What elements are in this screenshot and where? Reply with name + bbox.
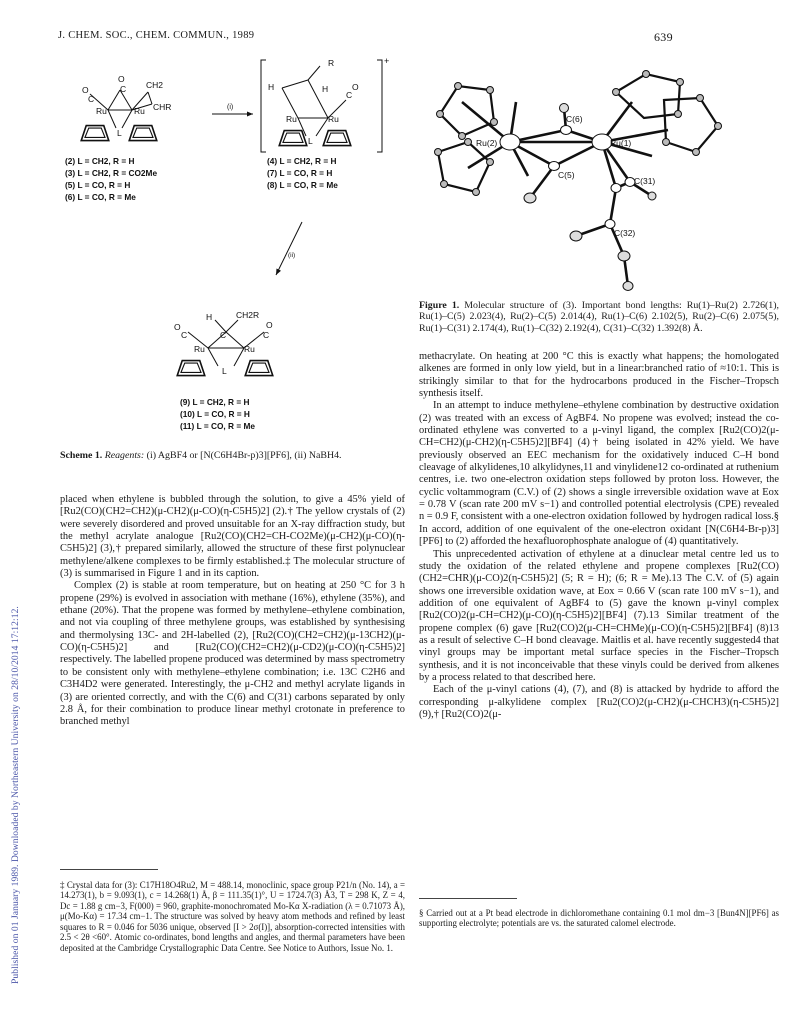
atom-label: C — [181, 330, 188, 340]
reagent-label: (i) — [227, 104, 234, 111]
atom-label: Ru — [194, 344, 205, 354]
scheme-caption — [60, 450, 405, 461]
scheme-caption-text: (i) AgBF4 or [N(C6H4Br-p)3][PF6], (ii) NaBH4. — [144, 450, 342, 461]
paragraph: placed when ethylene is bubbled through the solution, to give a 45% yield of [Ru2(CO)(CH2=CH2)(μ-CH2)(μ-CO)(η-C5H5)2] (2).† The yellow crystals of (2) were severely disordered and proved unsuitable for an X-ray diffraction study, but the methyl acrylate analogue [Ru2(CO)(CH2=CH-CO2Me)(μ-CH2)(μ-CO)(η-C5H5)2] (3),† prepared similarly, allowed the structure of these first polynuclear methylene/alkene complexes to be firmly established.‡ The molecular structure of (3) is summarised in Figure 1 and in its caption. — [60, 494, 405, 580]
footnote-electrode — [419, 908, 779, 929]
svg-text:(4) L = CH2, R = H: (4) L = CH2, R = H — [267, 156, 337, 166]
atom-label: Ru — [96, 106, 107, 116]
atom-label: H — [206, 312, 213, 322]
reaction-arrow-i — [212, 104, 253, 117]
label-c32: C(32) — [614, 228, 636, 238]
atom-label: O — [82, 85, 89, 95]
atom-label: H — [322, 84, 329, 94]
atom-label: H — [268, 82, 275, 92]
page-number: 639 — [654, 30, 673, 44]
svg-text:(9) L = CH2, R = H: (9) L = CH2, R = H — [180, 397, 250, 407]
footnote-rule — [60, 869, 158, 870]
atom-label: C — [88, 94, 95, 104]
right-column-text — [419, 351, 779, 721]
atom-label: C — [263, 330, 270, 340]
download-notice — [3, 42, 21, 984]
structure-4-7-8 — [261, 60, 382, 152]
atom-label: O — [118, 74, 125, 84]
atom-label: Ru — [328, 114, 339, 124]
atom-label: C — [346, 90, 353, 100]
atom-label: L — [308, 136, 313, 146]
footnote-rule — [419, 898, 517, 899]
reaction-arrow-ii — [276, 222, 302, 275]
figure-caption — [419, 300, 779, 334]
svg-text:(11) L = CO, R = Me: (11) L = CO, R = Me — [180, 421, 256, 431]
label-c5: C(5) — [558, 170, 575, 180]
svg-text:(5) L = CO, R = H: (5) L = CO, R = H — [65, 180, 131, 190]
atom-label: C — [120, 84, 127, 94]
scheme-caption-lead: Scheme 1. — [60, 450, 103, 461]
atom-label: Ru — [286, 114, 297, 124]
paragraph: methacrylate. On heating at 200 °C this is exactly what happens; the homologated alkenes are formed in only low yield, but in a linear:branched ratio of ≈10:1. This is strikingly similar to that for the hydrocarbons produced in the Fischer–Tropsch synthesis itself. — [419, 351, 779, 400]
atom-label: CH2R — [236, 310, 260, 320]
charge-label: + — [384, 56, 390, 66]
atom-label: CH2 — [146, 80, 164, 90]
label-c6: C(6) — [566, 114, 583, 124]
paragraph: In an attempt to induce methylene–ethylene combination by destructive oxidation (2) was treated with an excess of AgBF4. No propene was evolved; instead the co-ordinated ethylene was converted to a μ-vinyl ligand, the complex [Ru2(CO)2(μ-CH=CH2)(μ-CH2)(η-C5H5)2][BF4] (4)† being isolated in 42% yield. We have previously observed an EEC mechanism for the oxidatively induced C–H bond cleavage of alkylidenes,10 alkylidynes,11 and vinylidene12 co-ordinated at ruthenium centres, i.e. two one-electron oxidation steps followed by proton loss. However, the cyclic voltammogram (C.V.) of (2) shows a single irreversible oxidation wave at Eox = 0.78 V (scan rate 200 mV s−1) and controlled potential electrolysis (CPE) revealed n = 0.9 F, consistent with a one-electron oxidation followed by hydrogen radical loss.§ In accord, addition of one equivalent of the one-electron oxidant [N(C6H4-Br-p)3][PF6] to (2) afforded the hexafluorophosphate analogue of (4) quantitatively. — [419, 400, 779, 548]
figure-1-ortep — [418, 56, 780, 298]
scheme-caption-reagents: Reagents: — [104, 450, 145, 461]
compound-labels-left — [65, 156, 157, 202]
left-column-text — [60, 494, 405, 729]
atom-label: L — [222, 366, 227, 376]
atom-label: Ru — [134, 106, 145, 116]
label-c31: C(31) — [634, 176, 656, 186]
footnote-crystal-data — [60, 880, 405, 953]
atom-label: C — [220, 330, 227, 340]
svg-text:(7) L = CO, R = H: (7) L = CO, R = H — [267, 168, 333, 178]
atom-label: O — [352, 82, 359, 92]
svg-text:(6) L = CO, R = Me: (6) L = CO, R = Me — [65, 192, 136, 202]
svg-text:(10) L = CO, R = H: (10) L = CO, R = H — [180, 409, 250, 419]
scheme-1-diagram — [60, 52, 405, 447]
running-head: J. CHEM. SOC., CHEM. COMMUN., 1989 — [58, 30, 255, 41]
svg-text:(3) L = CH2, R = CO2Me: (3) L = CH2, R = CO2Me — [65, 168, 158, 178]
compound-labels-right — [267, 156, 338, 190]
paragraph: This unprecedented activation of ethylene at a dinuclear metal centre led us to study the oxidation of the related ethylene and propene complexes [Ru2(CO)(CH2=CHR)(μ-CO)2(η-C5H5)2] (5; R = H); (6; R = Me).13 The C.V. of (5) again shows one irreversible oxidation wave, at Eox = 0.66 V (scan rate 100 mV s−1), and addition of one equivalent of AgBF4 to (5) gave the known μ-vinyl complex [Ru2(CO)2(μ-CH=CH2)(μ-CO)(η-C5H5)2][BF4] (7).13 Similar treatment of the propene complex (6) gave [Ru2(CO)2(μ-CH=CHMe)(μ-CO)(η-C5H5)2][BF4] (8)13 as a result of selective C–H bond cleavage. Maitlis et al. have recently suggested4 that vinyl groups may be important metal surface species in the Fischer–Tropsch synthesis, and it is not inconceivable that these vinyls could be derived from alkenes by a process related to that described here. — [419, 548, 779, 683]
footnote: § Carried out at a Pt bead electrode in dichloromethane containing 0.1 mol dm−3 [Bun4N][PF6] as supporting electrolyte; potentials are vs. the saturated calomel electrode. — [419, 908, 779, 929]
atom-label: R — [328, 58, 335, 68]
label-ru2: Ru(2) — [476, 138, 498, 148]
figure-caption-lead: Figure 1. — [419, 300, 460, 311]
svg-text:(8) L = CO, R = Me: (8) L = CO, R = Me — [267, 180, 338, 190]
atom-label: O — [174, 322, 181, 332]
compound-labels-bottom — [180, 397, 255, 431]
atom-label: L — [117, 128, 122, 138]
footnote: ‡ Crystal data for (3): C17H18O4Ru2, M = 488.14, monoclinic, space group P21/n (No. 14), a = 14.273(1), b = 9.093(1), c = 14.268(1) Å, β = 111.35(1)°, U = 1724.7(3) Å3, T = 298 K, Z = 4, Dc = 1.88 g cm−3, F(000) = 960, graphite-monochromated Mo-Kα X-radiation (λ = 0.71073 Å), μ(Mo-Kα) = 17.34 cm−1. The structure was solved by heavy atom methods and refined by least squares to R = 0.046 for 5036 unique, observed [I > 2σ(I)], absorption-corrected intensities with 2.5 < 2θ <60°. Atomic co-ordinates, bond lengths and angles, and thermal parameters have been deposited at the Cambridge Crystallographic Data Centre. See Notice to Authors, Issue No. 1. — [60, 880, 405, 953]
label-ru1: Ru(1) — [610, 138, 632, 148]
figure-caption-text: Molecular structure of (3). Important bond lengths: Ru(1)–Ru(2) 2.726(1), Ru(1)–C(5) 2.023(4), Ru(2)–C(5) 2.014(4), Ru(1)–C(6) 2.102(5), Ru(2)–C(6) 2.075(5), Ru(1)–C(31) 2.174(4), Ru(1)–C(32) 2.192(4), C(31)–C(32) 1.392(8) Å. — [419, 300, 780, 334]
atom-label: O — [266, 320, 273, 330]
atom-label: Ru — [244, 344, 255, 354]
download-notice-text: Published on 01 January 1989. Downloaded by Northeastern University on 28/10/2014 17:12:12. — [10, 606, 21, 984]
reagent-label: (ii) — [288, 252, 296, 259]
paragraph: Complex (2) is stable at room temperature, but on heating at 250 °C for 3 h propene (29%) is evolved in association with methane (16%), ethylene (35%), and ethane (20%). That the propene was formed by methylene–ethylene combination, and not via coupling of three methylene groups, was established by synthesising and thermolysing 13C- and 2H-labelled (2), [Ru2(CO)(CH2=CH2)(μ-13CH2)(μ-CO)(η-C5H5)2] and [Ru2(CO)(CH2=CH2)(μ-CD2)(μ-CO)(η-C5H5)2] respectively. The labelled propene produced was determined by mass spectrometry to be consistent only with methylene–ethylene combination; i.e. 13C C2H6 and C3H4D2 were generated. Interestingly, the μ-CH2 and methyl acrylate ligands in (3) are oriented correctly, and with the C(6) and C(31) carbons separated by only 2.8 Å, for their combination to produce linear methyl crotonate in preference to branched methyl — [60, 580, 405, 728]
svg-text:(2) L = CH2, R = H: (2) L = CH2, R = H — [65, 156, 135, 166]
paragraph: Each of the μ-vinyl cations (4), (7), and (8) is attacked by hydride to afford the corresponding μ-alkylidene complex [Ru2(CO)2(μ-CH2)(μ-CHCH3)(η-C5H5)2] (9),† [Ru2(CO)2(μ- — [419, 684, 779, 720]
atom-label: CHR — [153, 102, 172, 112]
